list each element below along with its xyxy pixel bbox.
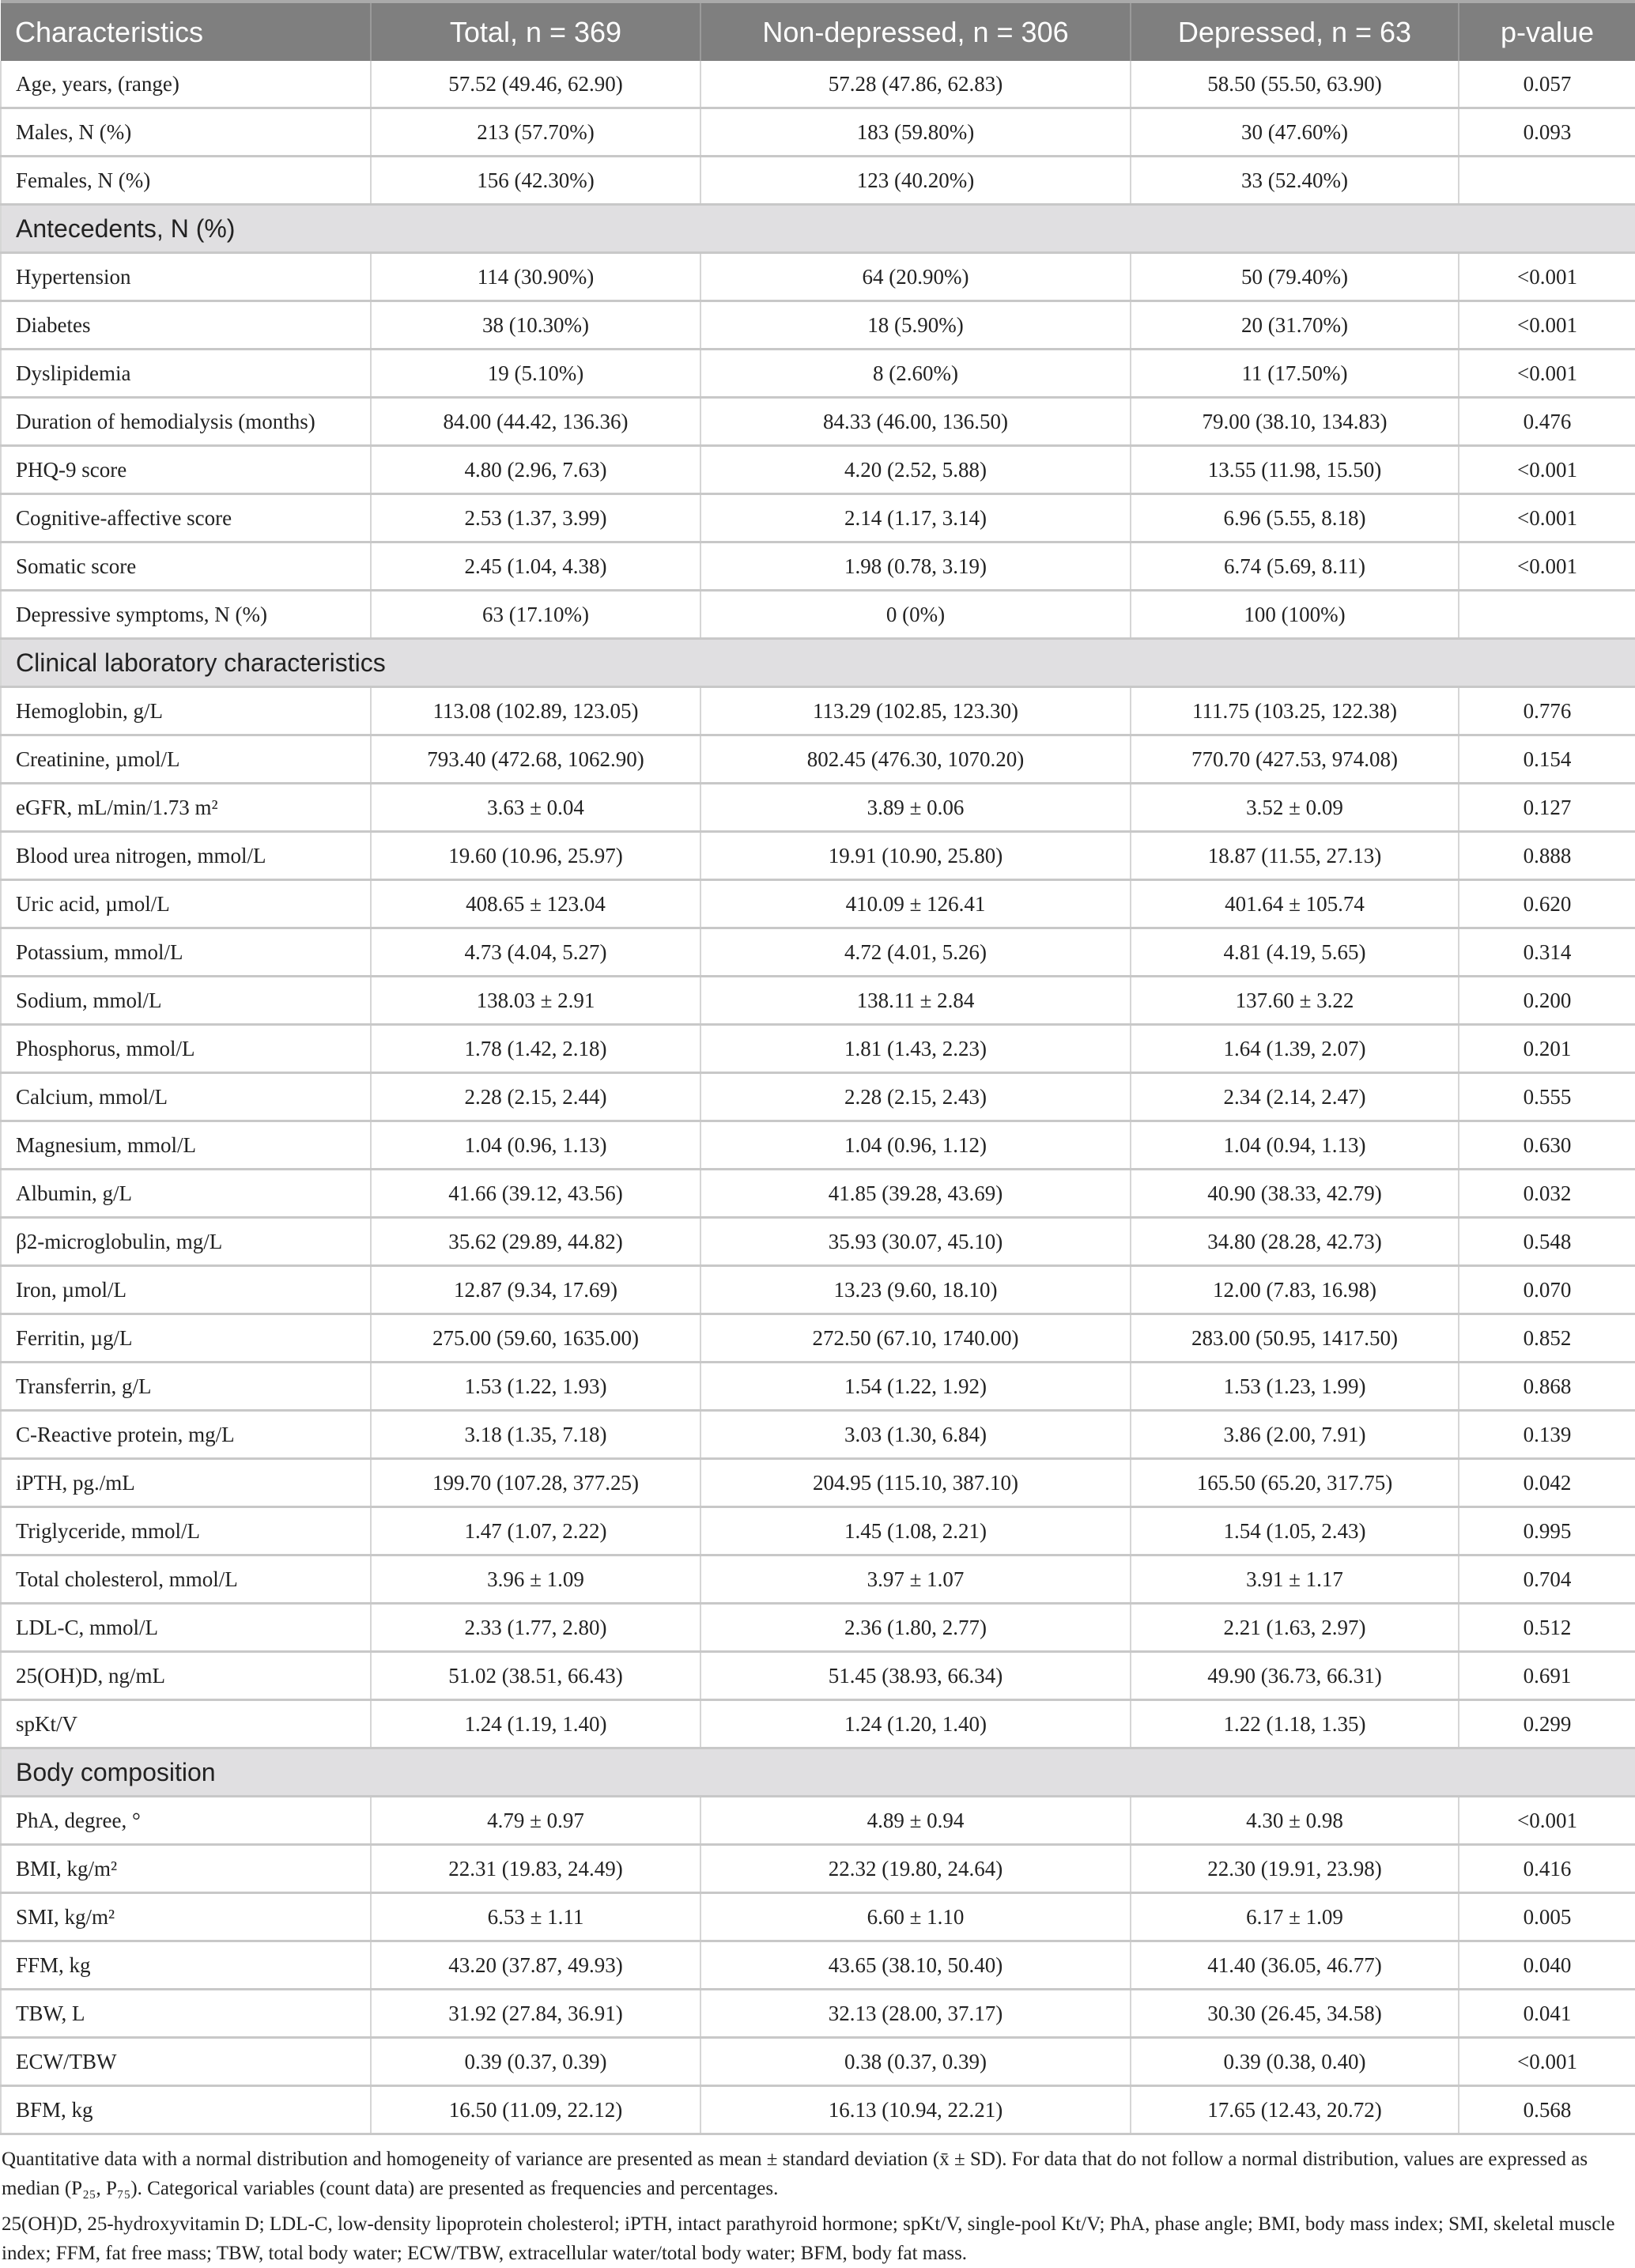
table-row: [1, 977, 1635, 1025]
table-row: [1, 1218, 1635, 1266]
characteristic-cell: Total cholesterol, mmol/L: [1, 1555, 371, 1604]
depressed-cell: 13.55 (11.98, 15.50): [1131, 446, 1459, 494]
characteristic-cell: Sodium, mmol/L: [1, 977, 371, 1025]
non-depressed-cell: 0 (0%): [700, 591, 1131, 639]
depressed-cell: 1.22 (1.18, 1.35): [1131, 1700, 1459, 1748]
total-cell: 2.28 (2.15, 2.44): [371, 1073, 700, 1121]
p-value-cell: <0.001: [1459, 446, 1635, 494]
depressed-cell: 3.52 ± 0.09: [1131, 784, 1459, 832]
p-value-cell: 0.314: [1459, 928, 1635, 977]
table-row: [1, 398, 1635, 446]
non-depressed-cell: 2.36 (1.80, 2.77): [700, 1604, 1131, 1652]
characteristic-cell: Iron, µmol/L: [1, 1266, 371, 1314]
p-value-cell: 0.555: [1459, 1073, 1635, 1121]
non-depressed-cell: 3.89 ± 0.06: [700, 784, 1131, 832]
total-cell: 3.18 (1.35, 7.18): [371, 1411, 700, 1459]
total-cell: 2.53 (1.37, 3.99): [371, 494, 700, 542]
section-title: Clinical laboratory characteristics: [1, 639, 1635, 687]
total-cell: 38 (10.30%): [371, 301, 700, 350]
characteristic-cell: Calcium, mmol/L: [1, 1073, 371, 1121]
p-value-cell: 0.070: [1459, 1266, 1635, 1314]
total-cell: 113.08 (102.89, 123.05): [371, 687, 700, 735]
characteristic-cell: SMI, kg/m²: [1, 1893, 371, 1941]
characteristic-cell: Blood urea nitrogen, mmol/L: [1, 832, 371, 880]
p-value-cell: 0.154: [1459, 735, 1635, 784]
table-row: [1, 1411, 1635, 1459]
depressed-cell: 770.70 (427.53, 974.08): [1131, 735, 1459, 784]
total-cell: 156 (42.30%): [371, 157, 700, 205]
table-footnotes: [0, 2135, 1635, 2268]
depressed-cell: 111.75 (103.25, 122.38): [1131, 687, 1459, 735]
p-value-cell: <0.001: [1459, 1797, 1635, 1845]
table-row: [1, 1604, 1635, 1652]
depressed-cell: 1.04 (0.94, 1.13): [1131, 1121, 1459, 1170]
p-value-cell: 0.093: [1459, 108, 1635, 157]
characteristic-cell: Age, years, (range): [1, 61, 371, 108]
depressed-cell: 1.54 (1.05, 2.43): [1131, 1507, 1459, 1555]
depressed-cell: 79.00 (38.10, 134.83): [1131, 398, 1459, 446]
characteristic-cell: Females, N (%): [1, 157, 371, 205]
depressed-cell: 17.65 (12.43, 20.72): [1131, 2086, 1459, 2134]
characteristic-cell: Somatic score: [1, 542, 371, 591]
p-value-cell: <0.001: [1459, 350, 1635, 398]
depressed-cell: 18.87 (11.55, 27.13): [1131, 832, 1459, 880]
depressed-cell: 4.30 ± 0.98: [1131, 1797, 1459, 1845]
characteristic-cell: BMI, kg/m²: [1, 1845, 371, 1893]
total-cell: 0.39 (0.37, 0.39): [371, 2038, 700, 2086]
p-value-cell: 0.032: [1459, 1170, 1635, 1218]
table-row: [1, 108, 1635, 157]
p-value-cell: 0.005: [1459, 1893, 1635, 1941]
total-cell: 199.70 (107.28, 377.25): [371, 1459, 700, 1507]
p-value-cell: 0.888: [1459, 832, 1635, 880]
table-row: [1, 2038, 1635, 2086]
total-cell: 1.04 (0.96, 1.13): [371, 1121, 700, 1170]
characteristic-cell: Hemoglobin, g/L: [1, 687, 371, 735]
total-cell: 213 (57.70%): [371, 108, 700, 157]
non-depressed-cell: 13.23 (9.60, 18.10): [700, 1266, 1131, 1314]
non-depressed-cell: 16.13 (10.94, 22.21): [700, 2086, 1131, 2134]
characteristic-cell: Albumin, g/L: [1, 1170, 371, 1218]
non-depressed-cell: 1.54 (1.22, 1.92): [700, 1363, 1131, 1411]
characteristic-cell: TBW, L: [1, 1990, 371, 2038]
characteristic-cell: Dyslipidemia: [1, 350, 371, 398]
total-cell: 41.66 (39.12, 43.56): [371, 1170, 700, 1218]
p-value-cell: <0.001: [1459, 253, 1635, 301]
total-cell: 138.03 ± 2.91: [371, 977, 700, 1025]
table-row: [1, 1555, 1635, 1604]
table-row: [1, 1652, 1635, 1700]
characteristic-cell: ECW/TBW: [1, 2038, 371, 2086]
depressed-cell: 33 (52.40%): [1131, 157, 1459, 205]
table-row: [1, 1170, 1635, 1218]
depressed-cell: 100 (100%): [1131, 591, 1459, 639]
total-cell: 57.52 (49.46, 62.90): [371, 61, 700, 108]
p-value-cell: 0.995: [1459, 1507, 1635, 1555]
total-cell: 63 (17.10%): [371, 591, 700, 639]
characteristic-cell: 25(OH)D, ng/mL: [1, 1652, 371, 1700]
total-cell: 19 (5.10%): [371, 350, 700, 398]
characteristic-cell: Depressive symptoms, N (%): [1, 591, 371, 639]
non-depressed-cell: 4.89 ± 0.94: [700, 1797, 1131, 1845]
depressed-cell: 137.60 ± 3.22: [1131, 977, 1459, 1025]
table-row: [1, 1363, 1635, 1411]
depressed-cell: 40.90 (38.33, 42.79): [1131, 1170, 1459, 1218]
p-value-cell: 0.299: [1459, 1700, 1635, 1748]
table-row: [1, 446, 1635, 494]
depressed-cell: 49.90 (36.73, 66.31): [1131, 1652, 1459, 1700]
characteristic-cell: Phosphorus, mmol/L: [1, 1025, 371, 1073]
table-row: [1, 591, 1635, 639]
characteristic-cell: Triglyceride, mmol/L: [1, 1507, 371, 1555]
non-depressed-cell: 1.24 (1.20, 1.40): [700, 1700, 1131, 1748]
p-value-cell: 0.704: [1459, 1555, 1635, 1604]
non-depressed-cell: 272.50 (67.10, 1740.00): [700, 1314, 1131, 1363]
depressed-cell: 22.30 (19.91, 23.98): [1131, 1845, 1459, 1893]
depressed-cell: 1.64 (1.39, 2.07): [1131, 1025, 1459, 1073]
section-title: Antecedents, N (%): [1, 205, 1635, 253]
total-cell: 51.02 (38.51, 66.43): [371, 1652, 700, 1700]
depressed-cell: 4.81 (4.19, 5.65): [1131, 928, 1459, 977]
characteristic-cell: Ferritin, µg/L: [1, 1314, 371, 1363]
table-row: [1, 832, 1635, 880]
p-value-cell: 0.568: [1459, 2086, 1635, 2134]
table-row: [1, 1941, 1635, 1990]
non-depressed-cell: 802.45 (476.30, 1070.20): [700, 735, 1131, 784]
non-depressed-cell: 8 (2.60%): [700, 350, 1131, 398]
footnote-statistics: Quantitative data with a normal distribution and homogeneity of variance are presented as mean ± standard deviation (x̄ ± SD). For data that do not follow a normal distribution, values are expressed as median (P₂₅, P₇₅). Categorical variables (count data) are presented as frequencies and percentages.: [2, 2149, 1588, 2199]
section-header-row: [1, 639, 1635, 687]
characteristic-cell: Creatinine, µmol/L: [1, 735, 371, 784]
header-row: [1, 2, 1635, 61]
characteristic-cell: β2-microglobulin, mg/L: [1, 1218, 371, 1266]
total-cell: 2.33 (1.77, 2.80): [371, 1604, 700, 1652]
p-value-cell: 0.630: [1459, 1121, 1635, 1170]
total-cell: 35.62 (29.89, 44.82): [371, 1218, 700, 1266]
non-depressed-cell: 183 (59.80%): [700, 108, 1131, 157]
non-depressed-cell: 57.28 (47.86, 62.83): [700, 61, 1131, 108]
characteristic-cell: Magnesium, mmol/L: [1, 1121, 371, 1170]
p-value-cell: 0.691: [1459, 1652, 1635, 1700]
depressed-cell: 30.30 (26.45, 34.58): [1131, 1990, 1459, 2038]
table-row: [1, 687, 1635, 735]
p-value-cell: 0.201: [1459, 1025, 1635, 1073]
header-depressed: Depressed, n = 63: [1131, 2, 1459, 61]
non-depressed-cell: 1.04 (0.96, 1.12): [700, 1121, 1131, 1170]
table-row: [1, 1507, 1635, 1555]
non-depressed-cell: 4.72 (4.01, 5.26): [700, 928, 1131, 977]
depressed-cell: 50 (79.40%): [1131, 253, 1459, 301]
p-value-cell: 0.200: [1459, 977, 1635, 1025]
non-depressed-cell: 123 (40.20%): [700, 157, 1131, 205]
characteristic-cell: C-Reactive protein, mg/L: [1, 1411, 371, 1459]
table-row: [1, 2086, 1635, 2134]
depressed-cell: 283.00 (50.95, 1417.50): [1131, 1314, 1459, 1363]
table-row: [1, 735, 1635, 784]
p-value-cell: 0.042: [1459, 1459, 1635, 1507]
total-cell: 31.92 (27.84, 36.91): [371, 1990, 700, 2038]
p-value-cell: <0.001: [1459, 494, 1635, 542]
p-value-cell: 0.852: [1459, 1314, 1635, 1363]
table-row: [1, 1314, 1635, 1363]
table-row: [1, 1700, 1635, 1748]
table-row: [1, 253, 1635, 301]
table-row: [1, 494, 1635, 542]
total-cell: 1.53 (1.22, 1.93): [371, 1363, 700, 1411]
header-total: Total, n = 369: [371, 2, 700, 61]
total-cell: 793.40 (472.68, 1062.90): [371, 735, 700, 784]
total-cell: 3.96 ± 1.09: [371, 1555, 700, 1604]
table-row: [1, 1797, 1635, 1845]
non-depressed-cell: 35.93 (30.07, 45.10): [700, 1218, 1131, 1266]
non-depressed-cell: 51.45 (38.93, 66.34): [700, 1652, 1131, 1700]
non-depressed-cell: 32.13 (28.00, 37.17): [700, 1990, 1131, 2038]
total-cell: 408.65 ± 123.04: [371, 880, 700, 928]
non-depressed-cell: 3.03 (1.30, 6.84): [700, 1411, 1131, 1459]
total-cell: 1.47 (1.07, 2.22): [371, 1507, 700, 1555]
total-cell: 3.63 ± 0.04: [371, 784, 700, 832]
depressed-cell: 401.64 ± 105.74: [1131, 880, 1459, 928]
depressed-cell: 6.74 (5.69, 8.11): [1131, 542, 1459, 591]
depressed-cell: 3.86 (2.00, 7.91): [1131, 1411, 1459, 1459]
characteristic-cell: Hypertension: [1, 253, 371, 301]
non-depressed-cell: 0.38 (0.37, 0.39): [700, 2038, 1131, 2086]
characteristic-cell: eGFR, mL/min/1.73 m²: [1, 784, 371, 832]
non-depressed-cell: 410.09 ± 126.41: [700, 880, 1131, 928]
characteristic-cell: Males, N (%): [1, 108, 371, 157]
table-row: [1, 1459, 1635, 1507]
header-non-depressed: Non-depressed, n = 306: [700, 2, 1131, 61]
non-depressed-cell: 1.98 (0.78, 3.19): [700, 542, 1131, 591]
total-cell: 1.78 (1.42, 2.18): [371, 1025, 700, 1073]
total-cell: 1.24 (1.19, 1.40): [371, 1700, 700, 1748]
depressed-cell: 1.53 (1.23, 1.99): [1131, 1363, 1459, 1411]
non-depressed-cell: 1.45 (1.08, 2.21): [700, 1507, 1131, 1555]
p-value-cell: 0.416: [1459, 1845, 1635, 1893]
characteristic-cell: Diabetes: [1, 301, 371, 350]
non-depressed-cell: 18 (5.90%): [700, 301, 1131, 350]
depressed-cell: 30 (47.60%): [1131, 108, 1459, 157]
footnote-abbreviations: 25(OH)D, 25-hydroxyvitamin D; LDL-C, low-density lipoprotein cholesterol; iPTH, intact parathyroid hormone; spKt/V, single-pool Kt/V; PhA, phase angle; BMI, body mass index; SMI, skeletal muscle index; FFM, fat free mass; TBW, total body water; ECW/TBW, extracellular water/total body water; BFM, body fat mass.: [2, 2213, 1615, 2264]
table-row: [1, 1845, 1635, 1893]
p-value-cell: 0.620: [1459, 880, 1635, 928]
p-value-cell: 0.139: [1459, 1411, 1635, 1459]
table-row: [1, 784, 1635, 832]
p-value-cell: <0.001: [1459, 301, 1635, 350]
table-row: [1, 1025, 1635, 1073]
non-depressed-cell: 22.32 (19.80, 24.64): [700, 1845, 1131, 1893]
depressed-cell: 3.91 ± 1.17: [1131, 1555, 1459, 1604]
characteristic-cell: LDL-C, mmol/L: [1, 1604, 371, 1652]
table-row: [1, 1990, 1635, 2038]
p-value-cell: 0.127: [1459, 784, 1635, 832]
table-row: [1, 542, 1635, 591]
non-depressed-cell: 4.20 (2.52, 5.88): [700, 446, 1131, 494]
section-header-row: [1, 205, 1635, 253]
section-title: Body composition: [1, 1748, 1635, 1797]
non-depressed-cell: 3.97 ± 1.07: [700, 1555, 1131, 1604]
section-header-row: [1, 1748, 1635, 1797]
depressed-cell: 0.39 (0.38, 0.40): [1131, 2038, 1459, 2086]
total-cell: 275.00 (59.60, 1635.00): [371, 1314, 700, 1363]
total-cell: 6.53 ± 1.11: [371, 1893, 700, 1941]
table-row: [1, 1121, 1635, 1170]
non-depressed-cell: 84.33 (46.00, 136.50): [700, 398, 1131, 446]
total-cell: 19.60 (10.96, 25.97): [371, 832, 700, 880]
characteristic-cell: iPTH, pg./mL: [1, 1459, 371, 1507]
table-body: [1, 61, 1635, 2134]
depressed-cell: 6.96 (5.55, 8.18): [1131, 494, 1459, 542]
total-cell: 12.87 (9.34, 17.69): [371, 1266, 700, 1314]
depressed-cell: 12.00 (7.83, 16.98): [1131, 1266, 1459, 1314]
characteristic-cell: Uric acid, µmol/L: [1, 880, 371, 928]
table-row: [1, 61, 1635, 108]
depressed-cell: 2.21 (1.63, 2.97): [1131, 1604, 1459, 1652]
characteristic-cell: Cognitive-affective score: [1, 494, 371, 542]
non-depressed-cell: 43.65 (38.10, 50.40): [700, 1941, 1131, 1990]
non-depressed-cell: 2.28 (2.15, 2.43): [700, 1073, 1131, 1121]
depressed-cell: 2.34 (2.14, 2.47): [1131, 1073, 1459, 1121]
p-value-cell: 0.868: [1459, 1363, 1635, 1411]
non-depressed-cell: 64 (20.90%): [700, 253, 1131, 301]
characteristic-cell: BFM, kg: [1, 2086, 371, 2134]
depressed-cell: 41.40 (36.05, 46.77): [1131, 1941, 1459, 1990]
characteristic-cell: Potassium, mmol/L: [1, 928, 371, 977]
table-row: [1, 1266, 1635, 1314]
depressed-cell: 34.80 (28.28, 42.73): [1131, 1218, 1459, 1266]
total-cell: 4.79 ± 0.97: [371, 1797, 700, 1845]
non-depressed-cell: 6.60 ± 1.10: [700, 1893, 1131, 1941]
non-depressed-cell: 41.85 (39.28, 43.69): [700, 1170, 1131, 1218]
characteristic-cell: PhA, degree, °: [1, 1797, 371, 1845]
p-value-cell: 0.548: [1459, 1218, 1635, 1266]
total-cell: 43.20 (37.87, 49.93): [371, 1941, 700, 1990]
header-p-value: p-value: [1459, 2, 1635, 61]
table-row: [1, 1893, 1635, 1941]
p-value-cell: <0.001: [1459, 2038, 1635, 2086]
characteristic-cell: PHQ-9 score: [1, 446, 371, 494]
total-cell: 2.45 (1.04, 4.38): [371, 542, 700, 591]
total-cell: 16.50 (11.09, 22.12): [371, 2086, 700, 2134]
table-row: [1, 157, 1635, 205]
table-row: [1, 928, 1635, 977]
non-depressed-cell: 113.29 (102.85, 123.30): [700, 687, 1131, 735]
non-depressed-cell: 19.91 (10.90, 25.80): [700, 832, 1131, 880]
characteristic-cell: Transferrin, g/L: [1, 1363, 371, 1411]
p-value-cell: <0.001: [1459, 542, 1635, 591]
depressed-cell: 11 (17.50%): [1131, 350, 1459, 398]
non-depressed-cell: 204.95 (115.10, 387.10): [700, 1459, 1131, 1507]
table-row: [1, 301, 1635, 350]
table-row: [1, 350, 1635, 398]
depressed-cell: 20 (31.70%): [1131, 301, 1459, 350]
total-cell: 4.80 (2.96, 7.63): [371, 446, 700, 494]
p-value-cell: 0.057: [1459, 61, 1635, 108]
depressed-cell: 58.50 (55.50, 63.90): [1131, 61, 1459, 108]
p-value-cell: 0.512: [1459, 1604, 1635, 1652]
total-cell: 114 (30.90%): [371, 253, 700, 301]
total-cell: 4.73 (4.04, 5.27): [371, 928, 700, 977]
non-depressed-cell: 2.14 (1.17, 3.14): [700, 494, 1131, 542]
p-value-cell: 0.776: [1459, 687, 1635, 735]
p-value-cell: 0.041: [1459, 1990, 1635, 2038]
characteristic-cell: FFM, kg: [1, 1941, 371, 1990]
table-row: [1, 880, 1635, 928]
total-cell: 84.00 (44.42, 136.36): [371, 398, 700, 446]
header-characteristics: Characteristics: [1, 2, 371, 61]
total-cell: 22.31 (19.83, 24.49): [371, 1845, 700, 1893]
non-depressed-cell: 138.11 ± 2.84: [700, 977, 1131, 1025]
depressed-cell: 6.17 ± 1.09: [1131, 1893, 1459, 1941]
non-depressed-cell: 1.81 (1.43, 2.23): [700, 1025, 1131, 1073]
table-row: [1, 1073, 1635, 1121]
p-value-cell: [1459, 591, 1635, 639]
p-value-cell: [1459, 157, 1635, 205]
depressed-cell: 165.50 (65.20, 317.75): [1131, 1459, 1459, 1507]
characteristic-cell: spKt/V: [1, 1700, 371, 1748]
characteristic-cell: Duration of hemodialysis (months): [1, 398, 371, 446]
p-value-cell: 0.476: [1459, 398, 1635, 446]
p-value-cell: 0.040: [1459, 1941, 1635, 1990]
